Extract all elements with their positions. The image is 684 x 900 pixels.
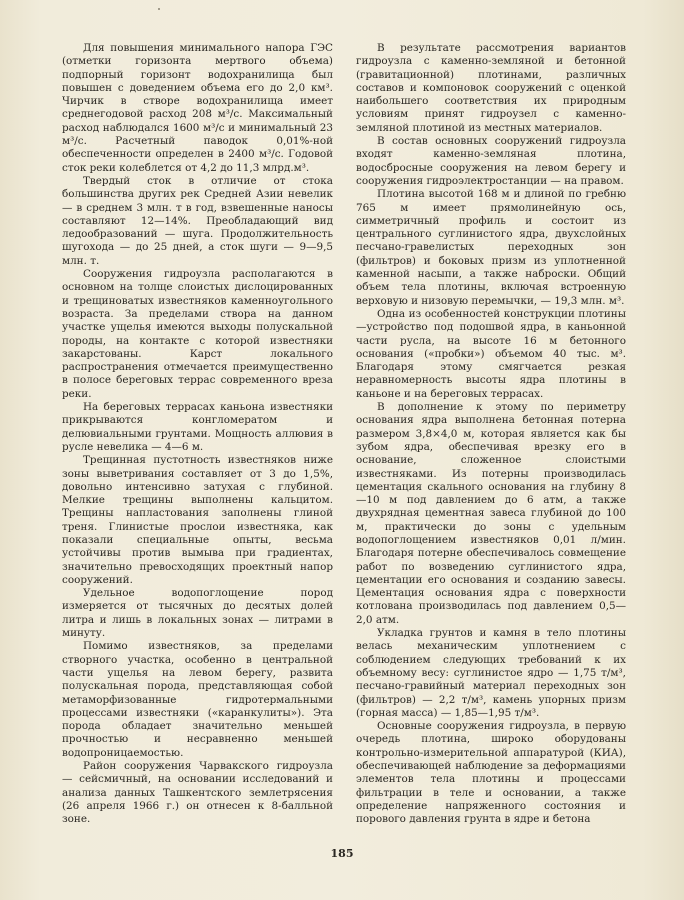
paragraph: Укладка грунтов и камня в тело плотины велась механическим уплотнением с соблюдением следующих требований к их объемному весу: суглинистое ядро — 1,75 т/м³, песчано-гравийный материал переходных зон (фильтров) — 2,2 т/м³, камень упорных призм (горная масса) — 1,85—1,95 т/м³.: [356, 627, 626, 719]
paragraph: На береговых террасах каньона известняки прикрываются конгломератом и делювиальными грунтами. Мощность аллювия в русле невелика — 4—6 м.: [62, 401, 333, 453]
paragraph: В результате рассмотрения вариантов гидроузла с каменно-земляной и бетонной (гравитационной) плотинами, различных составов и компоновок сооружений с оценкой наибольшего соответствия их природным условиям принят гидроузел с каменно-земляной плотиной из местных материалов.: [356, 42, 626, 134]
paragraph: В состав основных сооружений гидроузла входят каменно-земляная плотина, водосбросные сооружения на левом берегу и сооружения гидроэлектростанции — на правом.: [356, 135, 626, 187]
paragraph: Трещинная пустотность известняков ниже зоны выветривания составляет от 3 до 1,5%, довольно интенсивно затухая с глубиной. Мелкие трещины выполнены кальцитом. Трещины напластования заполнены глиной треня. Глинистые прослои известняка, как показали специальные опыты, весьма устойчивы против вымыва при градиентах, значительно превосходящих проектный напор сооружений.: [62, 454, 333, 586]
paragraph: Плотина высотой 168 м и длиной по гребню 765 м имеет прямолинейную ось, симметричный профиль и состоит из центрального суглинистого ядра, двухслойных песчано-гравелистых переходных зон (фильтров) и боковых призм из уплотненной каменной насыпи, а также наброски. Общий объем тела плотины, включая встроенную верховую и низовую перемычки, — 19,3 млн. м³.: [356, 188, 626, 307]
paragraph: Удельное водопоглощение пород измеряется от тысячных до десятых долей литра и лишь в локальных зонах — литрами в минуту.: [62, 587, 333, 640]
left-text-column: [62, 42, 333, 827]
paragraph: Для повышения минимального напора ГЭС (отметки горизонта мертвого объема) подпорный горизонт водохранилища был повышен с доведением объема его до 2,0 км³. Чирчик в створе водохранилища имеет среднегодовой расход 208 м³/с. Максимальный расход наблюдался 1600 м³/с и минимальный 23 м³/с. Расчетный паводок 0,01%-ной обеспеченности определен в 2400 м³/с. Годовой сток реки колеблется от 4,2 до 11,3 млрд.м³.: [62, 42, 333, 174]
paragraph: Помимо известняков, за пределами створного участка, особенно в центральной части ущелья на левом берегу, развита полускальная порода, представляющая собой метаморфизованные гидротермальными процессами известняки («каранкулиты»). Эта порода обладает значительно меньшей прочностью и несравненно меньшей водопроницаемостью.: [62, 640, 333, 759]
print-speck: [158, 8, 160, 10]
paragraph: В дополнение к этому по периметру основания ядра выполнена бетонная потерна размером 3,8×4,0 м, которая является как бы зубом ядра, обеспечивая врезку его в основание, сложенное слоистыми известняками. Из потерны производилась цементация скального основания на глубину 8—10 м под давлением до 6 атм, а также двухрядная цементная завеса глубиной до 100 м, практически до зоны с удельным водопоглощением известняков 0,01 л/мин. Благодаря потерне обеспечивалось совмещение работ по возведению суглинистого ядра, цементации его основания и созданию завесы. Цементация основания ядра с поверхности котлована производилась под давлением 0,5—2,0 атм.: [356, 401, 626, 626]
paragraph: Сооружения гидроузла располагаются в основном на толще слоистых дислоцированных и трещиноватых известняков каменноугольного возраста. За пределами створа на данном участке ущелья имеются выходы полускальной породы, на контакте с которой известняки закарстованы. Карст локального распространения отмечается преимущественно в полосе береговых террас современного вреза реки.: [62, 268, 333, 400]
page-number: 185: [330, 847, 354, 860]
right-text-column: [356, 42, 626, 827]
paragraph: Твердый сток в отличие от стока большинства других рек Средней Азии невелик — в среднем 3 млн. т в год, взвешенные наносы составляют 12—14%. Преобладающий вид ледообразований — шуга. Продолжительность шугохода — до 25 дней, а сток шуги — 9—9,5 млн. т.: [62, 174, 333, 267]
paragraph: Одна из особенностей конструкции плотины—устройство под подошвой ядра, в каньонной части русла, на высоте 16 м бетонного основания («пробки») объемом 40 тыс. м³. Благодаря этому смягчается резкая неравномерность высоты ядра плотины в каньоне и на береговых террасах.: [356, 307, 626, 400]
paragraph: Основные сооружения гидроузла, в первую очередь плотина, широко оборудованы контрольно-измерительной аппаратурой (КИА), обеспечивающей наблюдение за деформациями элементов тела плотины и процессами фильтрации в теле и основании, а также определение напряженного состояния и порового давления грунта в ядре и бетона: [356, 720, 626, 826]
paragraph: Район сооружения Чарвакского гидроузла — сейсмичный, на основании исследований и анализа данных Ташкентского землетрясения (26 апреля 1966 г.) он отнесен к 8-балльной зоне.: [62, 760, 333, 826]
